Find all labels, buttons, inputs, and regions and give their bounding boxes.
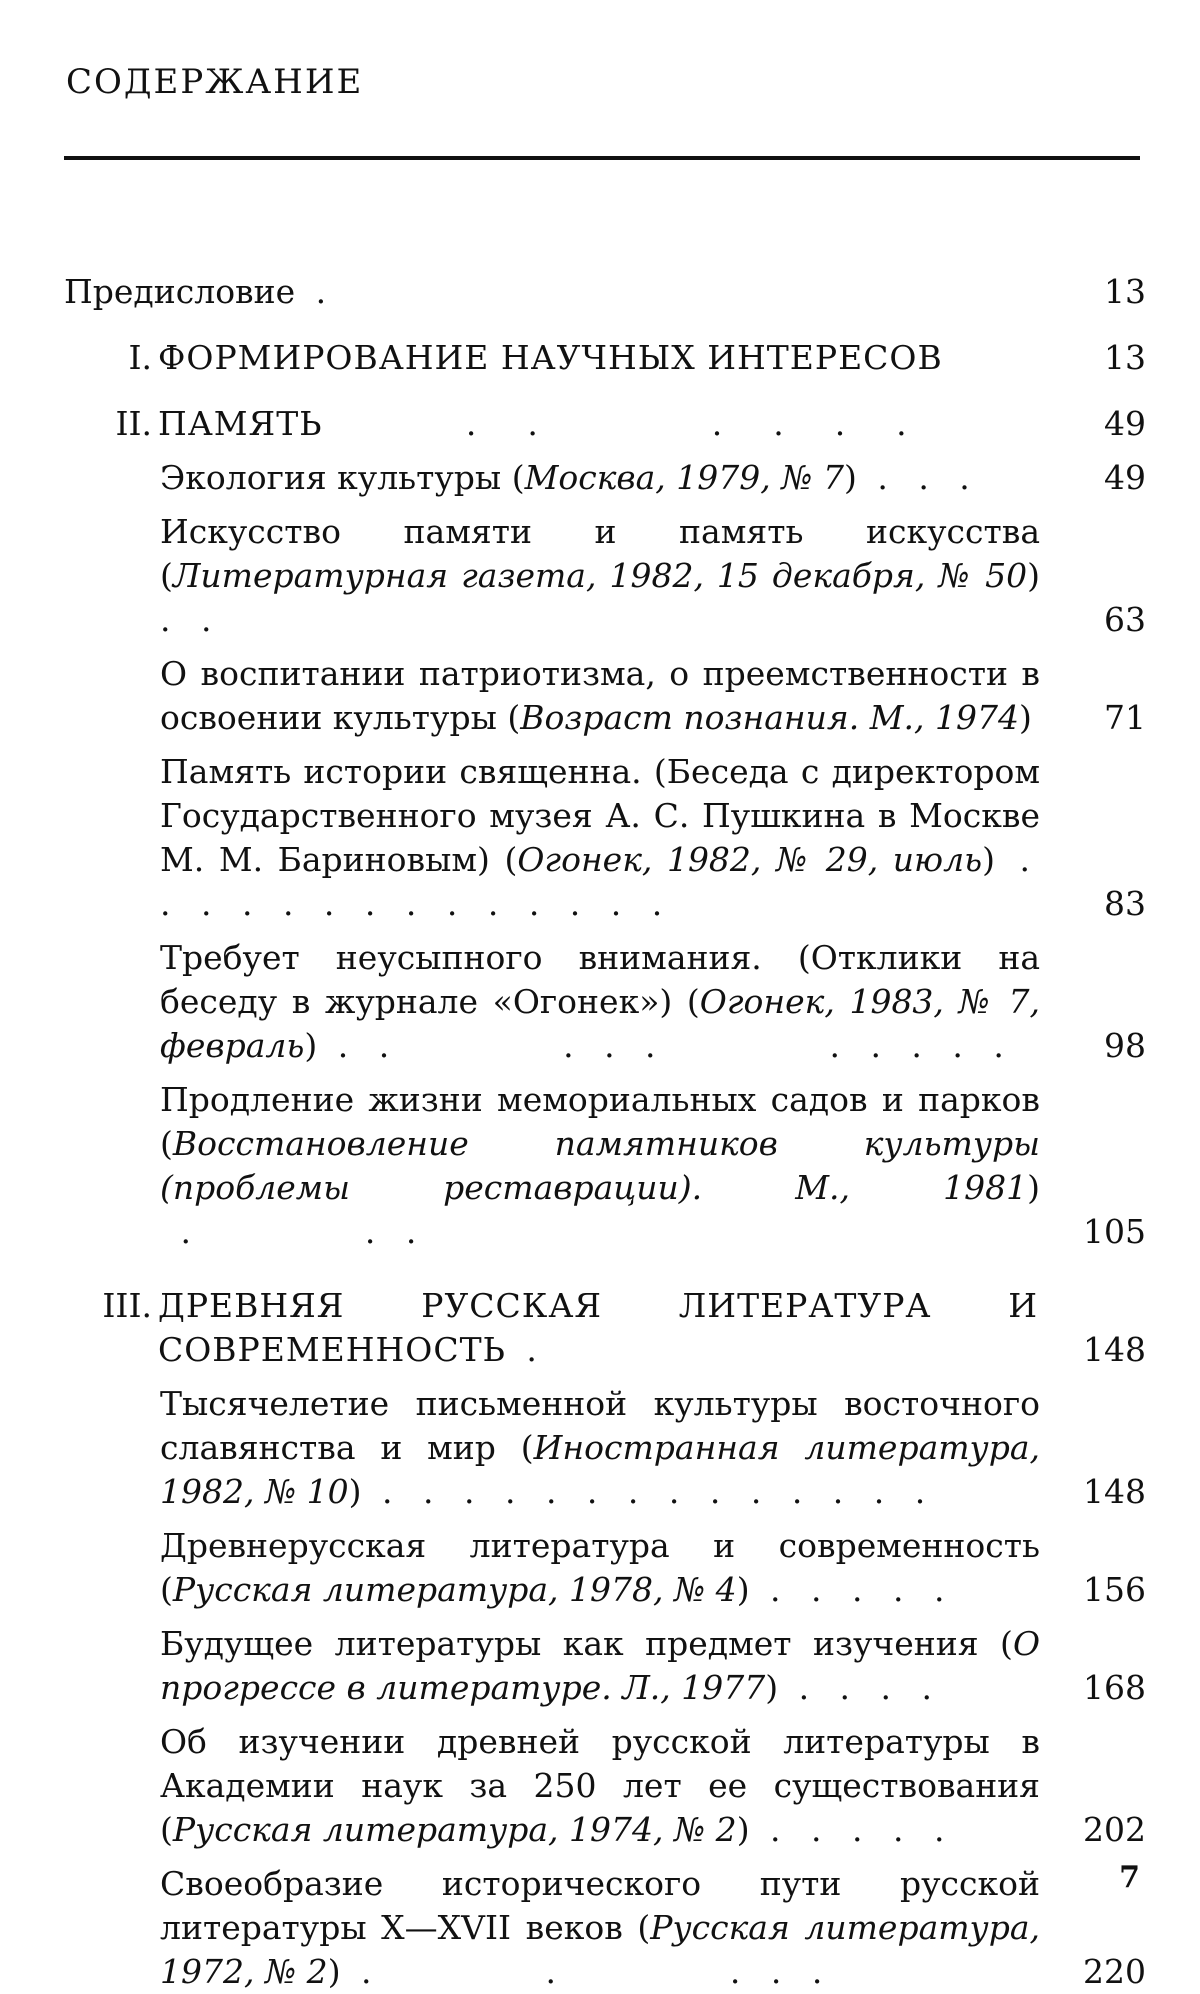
item-page: 148 xyxy=(1083,1472,1146,1511)
toc-entry-preface xyxy=(0,270,1200,314)
page-number: 7 xyxy=(1119,1860,1140,1895)
toc-item xyxy=(0,1720,1200,1852)
toc-item xyxy=(0,456,1200,500)
item-close: ) xyxy=(843,458,857,497)
section-page: 49 xyxy=(1104,404,1146,443)
item-close: ) xyxy=(1027,1168,1040,1207)
item-page: 63 xyxy=(1104,600,1146,639)
leader-dots: . . . . . xyxy=(749,1810,955,1849)
item-source: Иностранная литература, 1982, № 10 xyxy=(160,1428,1040,1511)
toc-section-1 xyxy=(0,336,1200,380)
item-source: Русская литература, 1972, № 2 xyxy=(160,1908,1040,1991)
section-page: 13 xyxy=(1104,338,1146,377)
section-number: III. xyxy=(102,1286,152,1325)
item-page: 220 xyxy=(1083,1952,1146,1991)
section-page: 148 xyxy=(1083,1330,1146,1369)
leader-dots: . xyxy=(505,1330,547,1369)
leader-dots: . . . xyxy=(856,458,980,497)
item-close: ) xyxy=(304,1026,318,1065)
toc-item xyxy=(0,1862,1200,1994)
item-page: 156 xyxy=(1083,1570,1146,1609)
item-source: О прогрессе в литературе. Л., 1977 xyxy=(160,1624,1040,1707)
section-number: II. xyxy=(115,404,152,443)
item-source: Русская литература, 1974, № 2 xyxy=(172,1810,737,1849)
page-title: СОДЕРЖАНИЕ xyxy=(66,62,364,102)
item-title: Искусство памяти и память искусства ( xyxy=(160,512,1040,595)
item-page: 83 xyxy=(1104,884,1146,923)
toc-item xyxy=(0,750,1200,926)
item-close: ) xyxy=(1027,556,1040,595)
item-title: Своеобразие исторического пути русской литературы X—XVII веков ( xyxy=(160,1864,1040,1947)
entry-title: Предисловие xyxy=(64,272,296,311)
item-source: Огонек, 1982, № 29, июль xyxy=(517,840,983,879)
item-title: Память истории священна. (Беседа с директором Государственного музея А. С. Пушкина в Москве М. М. Бариновым) ( xyxy=(160,752,1040,879)
item-title: О воспитании патриотизма, о преемственности в освоении культуры ( xyxy=(160,654,1040,737)
leader-dots: . . . . . . xyxy=(322,404,917,443)
toc-item xyxy=(0,1382,1200,1514)
toc-item xyxy=(0,1622,1200,1710)
section-title: ДРЕВНЯЯ РУССКАЯ ЛИТЕРАТУРА И СОВРЕМЕННОСТЬ xyxy=(158,1286,1038,1369)
title-rule xyxy=(64,156,1140,160)
toc-section-3 xyxy=(0,1284,1200,1372)
toc-section-2 xyxy=(0,402,1200,446)
section-title: ФОРМИРОВАНИЕ НАУЧНЫХ ИНТЕРЕСОВ xyxy=(158,338,943,377)
item-page: 49 xyxy=(1104,458,1146,497)
toc-item xyxy=(0,1078,1200,1254)
toc-item xyxy=(0,510,1200,642)
item-close: ) xyxy=(1018,698,1032,737)
leader-dots: . . . . . xyxy=(340,1952,833,1991)
item-page: 168 xyxy=(1083,1668,1146,1707)
section-title: ПАМЯТЬ xyxy=(158,404,323,443)
item-title: Древнерусская литература и современность ( xyxy=(160,1526,1040,1609)
item-page: 98 xyxy=(1104,1026,1146,1065)
item-close: ) xyxy=(765,1668,779,1707)
item-title: Продление жизни мемориальных садов и парков ( xyxy=(160,1080,1040,1163)
item-source: Литературная газета, 1982, 15 декабря, № 50 xyxy=(172,556,1028,595)
item-close: ) xyxy=(736,1570,750,1609)
item-title: Об изучении древней русской литературы в Академии наук за 250 лет ее существования ( xyxy=(160,1722,1040,1849)
item-source: Восстановление памятников культуры (проблемы реставрации). М., 1981 xyxy=(160,1124,1040,1207)
leader-dots: . . xyxy=(160,600,222,639)
item-source: Москва, 1979, № 7 xyxy=(524,458,844,497)
toc-item xyxy=(0,652,1200,740)
item-close: ) xyxy=(982,840,995,879)
item-page: 105 xyxy=(1083,1212,1146,1251)
toc-item xyxy=(0,936,1200,1068)
item-page: 202 xyxy=(1083,1810,1146,1849)
item-close: ) xyxy=(736,1810,750,1849)
leader-dots: . . . . xyxy=(778,1668,942,1707)
item-source: Огонек, 1983, № 7, февраль xyxy=(160,982,1041,1065)
leader-dots: . . . . . xyxy=(749,1570,955,1609)
item-page: 71 xyxy=(1104,698,1146,737)
item-source: Возраст познания. М., 1974 xyxy=(520,698,1019,737)
leader-dots: . . . . . . . . . . . . . . xyxy=(361,1472,936,1511)
item-close: ) xyxy=(327,1952,341,1991)
leader-dots: . . . xyxy=(160,1212,427,1251)
item-source: Русская литература, 1978, № 4 xyxy=(172,1570,737,1609)
leader-dots: . xyxy=(295,272,337,311)
leader-dots: . . . . . . . . . . . . . . xyxy=(160,840,1040,923)
entry-page: 13 xyxy=(1104,272,1146,311)
item-close: ) xyxy=(348,1472,362,1511)
leader-dots: . . . . . . . . . . xyxy=(317,1026,1014,1065)
item-title: Тысячелетие письменной культуры восточного славянства и мир ( xyxy=(160,1384,1040,1467)
table-of-contents xyxy=(0,270,1200,1994)
item-title: Экология культуры ( xyxy=(160,458,525,497)
section-number: I. xyxy=(128,338,152,377)
toc-item xyxy=(0,1524,1200,1612)
item-title: Требует неусыпного внимания. (Отклики на беседу в журнале «Огонек») ( xyxy=(160,938,1040,1021)
item-title: Будущее литературы как предмет изучения ( xyxy=(160,1624,1013,1663)
